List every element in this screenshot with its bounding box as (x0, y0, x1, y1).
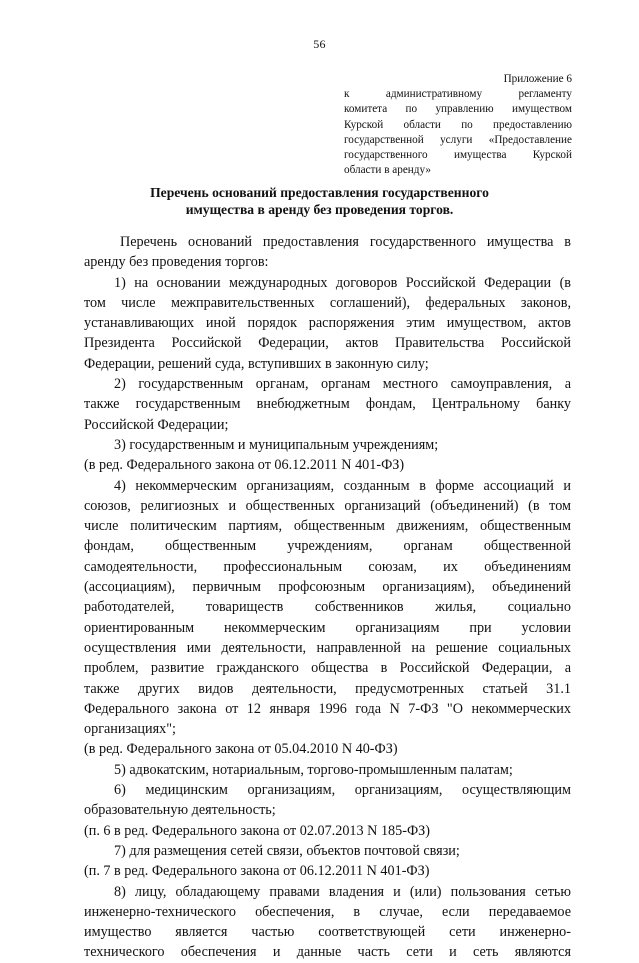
body-line: организациях"; (84, 721, 176, 738)
body-line: Президента Российской Федерации, актов Правительства Российской (84, 335, 571, 352)
body-line: 8) лицу, обладающему правами владения и (или) пользования сетью (114, 883, 571, 900)
body-line: 7) для размещения сетей связи, объектов почтовой связи; (114, 842, 460, 859)
body-line: также государственным внебюджетным фондам, Центральному банку (84, 396, 571, 413)
body-line: Перечень оснований предоставления государственного имущества в (120, 234, 571, 250)
body-line: 2) государственным органам, органам местного самоуправления, а (114, 376, 571, 393)
body-line: инженерно-технического обеспечения, в случае, если передаваемое (84, 903, 571, 920)
body-line: технического обеспечения и данные часть сети и сеть являются (84, 944, 571, 961)
heading-line: имущества в аренду без проведения торгов. (185, 202, 454, 217)
document-heading (0, 184, 639, 218)
body-line: (ассоциациям), первичным профсоюзным организациям), объединений (84, 579, 571, 596)
body-line: том числе межправительственных соглашений), федеральных законов, (84, 294, 571, 311)
body-line: самодеятельности, профессиональным союзам, их объединениям (84, 558, 571, 575)
body-line: союзов, религиозных и общественных организаций (объединений) (в том (84, 497, 571, 514)
body-line: (в ред. Федерального закона от 05.04.2010 N 40-ФЗ) (84, 741, 398, 758)
body-line: (п. 6 в ред. Федерального закона от 02.07.2013 N 185-ФЗ) (84, 822, 430, 839)
document-body (84, 232, 571, 963)
body-line: Федерации, решений суда, вступивших в законную силу; (84, 355, 429, 372)
body-line: 6) медицинским организациям, организациям, осуществляющим (114, 782, 571, 799)
appendix-line: государственного имущества Курской (344, 149, 572, 162)
body-line: 5) адвокатским, нотариальным, торгово-промышленным палатам; (114, 761, 513, 778)
appendix-title: Приложение 6 (503, 73, 572, 85)
body-line: имущество является частью соответствующей сети инженерно- (84, 924, 571, 941)
appendix-line: Курской области по предоставлению (344, 118, 572, 131)
body-line: числе политическим партиям, общественным движениям, общественным (84, 518, 571, 535)
appendix-line: области в аренду» (344, 164, 431, 177)
body-line: также других видов деятельности, предусмотренных статьей 31.1 (84, 680, 571, 697)
body-line: 4) некоммерческим организациям, созданным в форме ассоциаций и (114, 477, 571, 494)
body-line: аренду без проведения торгов: (84, 254, 269, 271)
body-line: 1) на основании международных договоров Российской Федерации (в (114, 274, 571, 291)
body-line: фондам, общественным учреждениям, органам общественной (84, 538, 571, 555)
body-line: Российской Федерации; (84, 416, 229, 433)
body-line: 3) государственным и муниципальным учреждениям; (114, 436, 439, 453)
body-line: осуществления ими деятельности, направленной на решение социальных (84, 639, 571, 656)
body-line: работодателей, товариществ собственников жилья, социально (84, 599, 571, 616)
body-line: (в ред. Федерального закона от 06.12.2011 N 401-ФЗ) (84, 457, 405, 474)
appendix-block (344, 72, 572, 178)
appendix-line: к административному регламенту (344, 88, 572, 101)
appendix-line: государственной услуги «Предоставление (344, 133, 572, 146)
page-number: 56 (313, 37, 326, 51)
body-line: образовательную деятельность; (84, 802, 276, 819)
body-line: устанавливающих иной порядок распоряжения этим имуществом, актов (84, 315, 571, 332)
body-line: ориентированным некоммерческим организациям при условии (84, 619, 571, 636)
body-line: проблем, развитие гражданского общества в Российской Федерации, а (84, 660, 571, 677)
heading-line: Перечень оснований предоставления государственного (150, 185, 489, 200)
appendix-line: комитета по управлению имуществом (344, 103, 572, 116)
body-line: Федерального закона от 12 января 1996 года N 7-ФЗ "О некоммерческих (84, 700, 571, 717)
body-line: (п. 7 в ред. Федерального закона от 06.12.2011 N 401-ФЗ) (84, 863, 430, 880)
